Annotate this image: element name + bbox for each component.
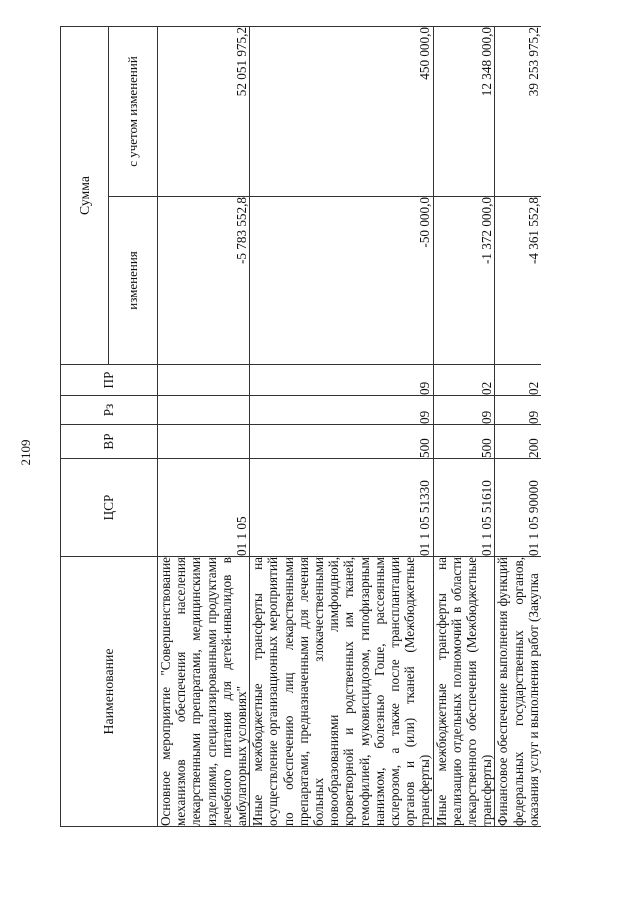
header-rz: Рз (61, 396, 158, 425)
row-changes: -4 361 552,8 (495, 197, 541, 365)
header-pr: ПР (61, 365, 158, 396)
table-row (158, 26, 250, 826)
page-number: 2109 (18, 439, 33, 466)
row-csr: 01 1 05 90000 (495, 459, 541, 557)
table-row (250, 26, 433, 826)
header-name: Наименование (61, 557, 158, 827)
row-pr: 02 (495, 365, 541, 396)
budget-table (60, 26, 541, 827)
row-pr (158, 365, 250, 396)
table-row (433, 26, 495, 826)
row-with-changes: 52 051 975,2 (158, 26, 250, 196)
row-csr: 01 1 05 51610 (433, 459, 495, 557)
header-csr: ЦСР (61, 459, 158, 557)
row-pr: 09 (250, 365, 433, 396)
row-pr: 02 (433, 365, 495, 396)
row-with-changes: 39 253 975,2 (495, 26, 541, 196)
row-rz: 09 (495, 396, 541, 425)
row-csr: 01 1 05 51330 (250, 459, 433, 557)
row-with-changes: 450 000,0 (250, 26, 433, 196)
row-vr: 500 (250, 425, 433, 459)
row-vr: 200 (495, 425, 541, 459)
row-name: Основное мероприятие "Совершенствование механизмов обеспечения населения лекарственными препаратами, медицинскими изделиями, специализированными продуктами лечебного питания для детей-инвалидов в амбулаторных условиях" (158, 557, 250, 826)
header-vr: ВР (61, 425, 158, 459)
row-with-changes: 12 348 000,0 (433, 26, 495, 196)
header-with-changes: с учетом изменений (109, 26, 158, 196)
row-vr: 500 (433, 425, 495, 459)
row-rz: 09 (250, 396, 433, 425)
header-changes: изменения (109, 197, 158, 365)
row-changes: -5 783 552,8 (158, 197, 250, 365)
row-name: Иные межбюджетные трансферты на реализацию отдельных полномочий в области лекарственного обеспечения (Межбюджетные трансферты) (433, 557, 495, 826)
table-row (495, 26, 541, 826)
row-csr: 01 1 05 (158, 459, 250, 557)
row-vr (158, 425, 250, 459)
header-sum: Сумма (61, 26, 109, 364)
row-rz (158, 396, 250, 425)
row-name: Иные межбюджетные трансферты на осуществление организационных мероприятий по обеспечению лиц лекарственными препаратами, предназначенными для лечения больных злокачественными новообразованиями лимфоидной, кроветворной и родственных им тканей, гемофилией, муковисцидозом, гипофизарным нанизмом, болезнью Гоше, рассеянным склерозом, а также после трансплантации органов и (или) тканей (Межбюджетные трансферты) (250, 557, 433, 826)
row-rz: 09 (433, 396, 495, 425)
row-changes: -1 372 000,0 (433, 197, 495, 365)
row-changes: -50 000,0 (250, 197, 433, 365)
row-name: Финансовое обеспечение выполнения функций федеральных государственных органов, оказания услуг и выполнения работ (Закупка (495, 557, 541, 826)
